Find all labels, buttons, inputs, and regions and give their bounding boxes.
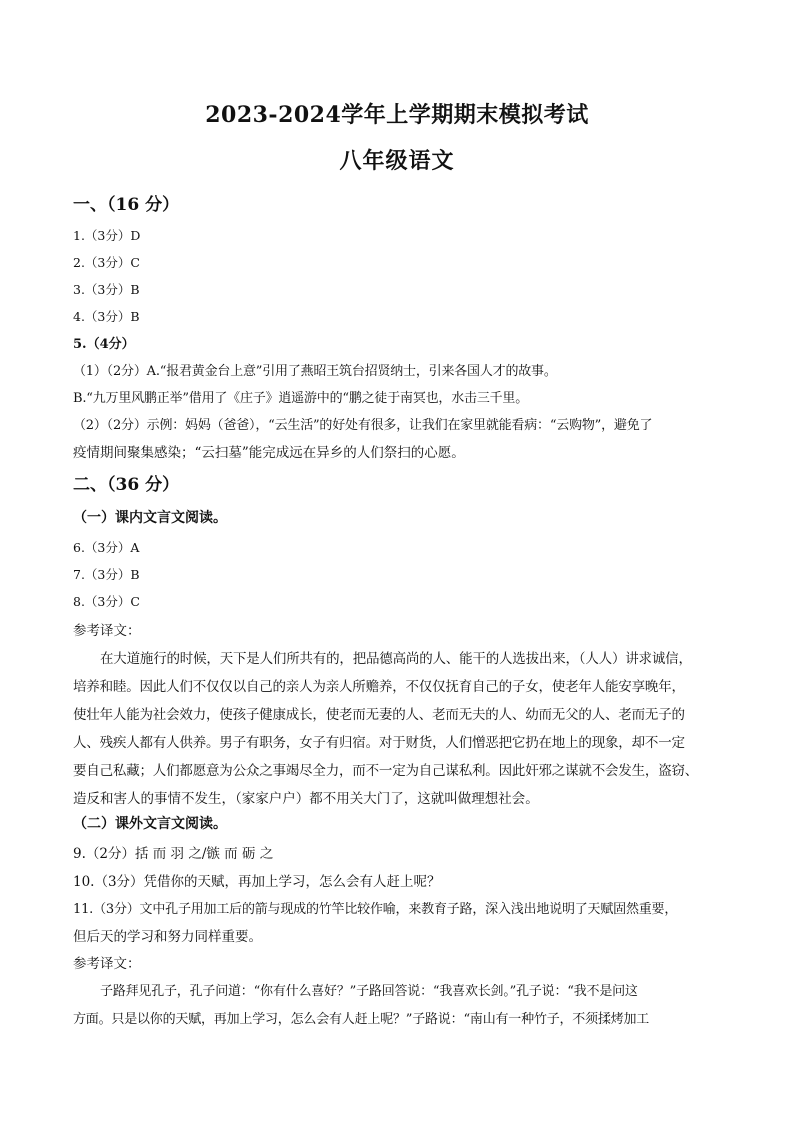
- answer-q5-line: B.“九万里风鹏正举”借用了《庄子》逍遥游中的“鹏之徒于南冥也，水击三千里。: [73, 391, 529, 406]
- reference-translation-label: 参考译文：: [73, 623, 141, 639]
- answer-q5-line: （1）（2分）A.“报君黄金台上意”引用了燕昭王筑台招贤纳士，引来各国人才的故事。: [73, 364, 557, 379]
- answer-q8: 8.（3分）C: [73, 594, 140, 609]
- answer-q1: 1.（3分）D: [73, 228, 141, 243]
- answer-q10: 10.（3分）凭借你的天赋，再加上学习，怎么会有人赶上呢？: [73, 874, 441, 890]
- part-2-heading: （二）课外文言文阅读。: [73, 816, 227, 832]
- answer-q2: 2.（3分）C: [73, 255, 140, 270]
- answer-q4: 4.（3分）B: [73, 309, 140, 324]
- translation-line: 要自己私藏；人们都愿意为公众之事竭尽全力，而不一定为自己谋私利。因此奸邪之谋就不会发生，盗窃、: [73, 763, 699, 779]
- answer-q3: 3.（3分）B: [73, 282, 140, 297]
- answer-q9: 9.（2分）括 而 羽 之/镞 而 砺 之: [73, 846, 274, 862]
- section-1-heading: 一、（16 分）: [73, 195, 180, 215]
- reference-translation-label: 参考译文：: [73, 956, 141, 972]
- translation-line: 方面。只是以你的天赋，再加上学习，怎么会有人赶上呢？”子路说：“南山有一种竹子，不须揉烤加工: [73, 1012, 650, 1027]
- section-2-heading: 二、（36 分）: [73, 475, 180, 495]
- answer-q11: 11.（3分）文中孔子用加工后的箭与现成的竹竿比较作喻，来教育子路，深入浅出地说明了天赋固然重要，: [73, 902, 678, 917]
- translation-line: 在大道施行的时候，天下是人们所共有的，把品德高尚的人、能干的人选拔出来，（人人）讲求诚信，: [100, 651, 692, 667]
- answer-q6: 6.（3分）A: [73, 540, 140, 555]
- answer-q7: 7.（3分）B: [73, 567, 140, 582]
- translation-line: 子路拜见孔子，孔子问道：“你有什么喜好？”子路回答说：“我喜欢长剑。”孔子说：“我不是问这: [100, 984, 638, 999]
- translation-line: 造反和害人的事情不发生，（家家户户）都不用关大门了，这就叫做理想社会。: [73, 791, 539, 807]
- answer-q5-heading: 5.（4分）: [73, 337, 135, 352]
- answer-q5-line: 疫情期间聚集感染；“云扫墓”能完成远在异乡的人们祭扫的心愿。: [73, 445, 465, 461]
- translation-line: 人、残疾人都有人供养。男子有职务，女子有归宿。对于财货，人们憎恶把它扔在地上的现象，却不一定: [73, 735, 685, 751]
- answer-q11-cont: 但后天的学习和努力同样重要。: [73, 929, 262, 945]
- part-1-heading: （一）课内文言文阅读。: [73, 510, 227, 526]
- document-title: 2023-2024学年上学期期末模拟考试: [205, 102, 589, 128]
- answer-q5-line: （2）（2分）示例：妈妈（爸爸），“云生活”的好处有很多，让我们在家里就能看病：“云购物”，避免了: [73, 418, 653, 433]
- document-subtitle: 八年级语文: [339, 148, 455, 174]
- translation-line: 培养和睦。因此人们不仅仅以自己的亲人为亲人所赡养，不仅仅抚育自己的子女，使老年人能安享晚年，: [73, 679, 685, 695]
- translation-line: 使壮年人能为社会效力，使孩子健康成长，使老而无妻的人、老而无夫的人、幼而无父的人、老而无子的: [73, 707, 685, 723]
